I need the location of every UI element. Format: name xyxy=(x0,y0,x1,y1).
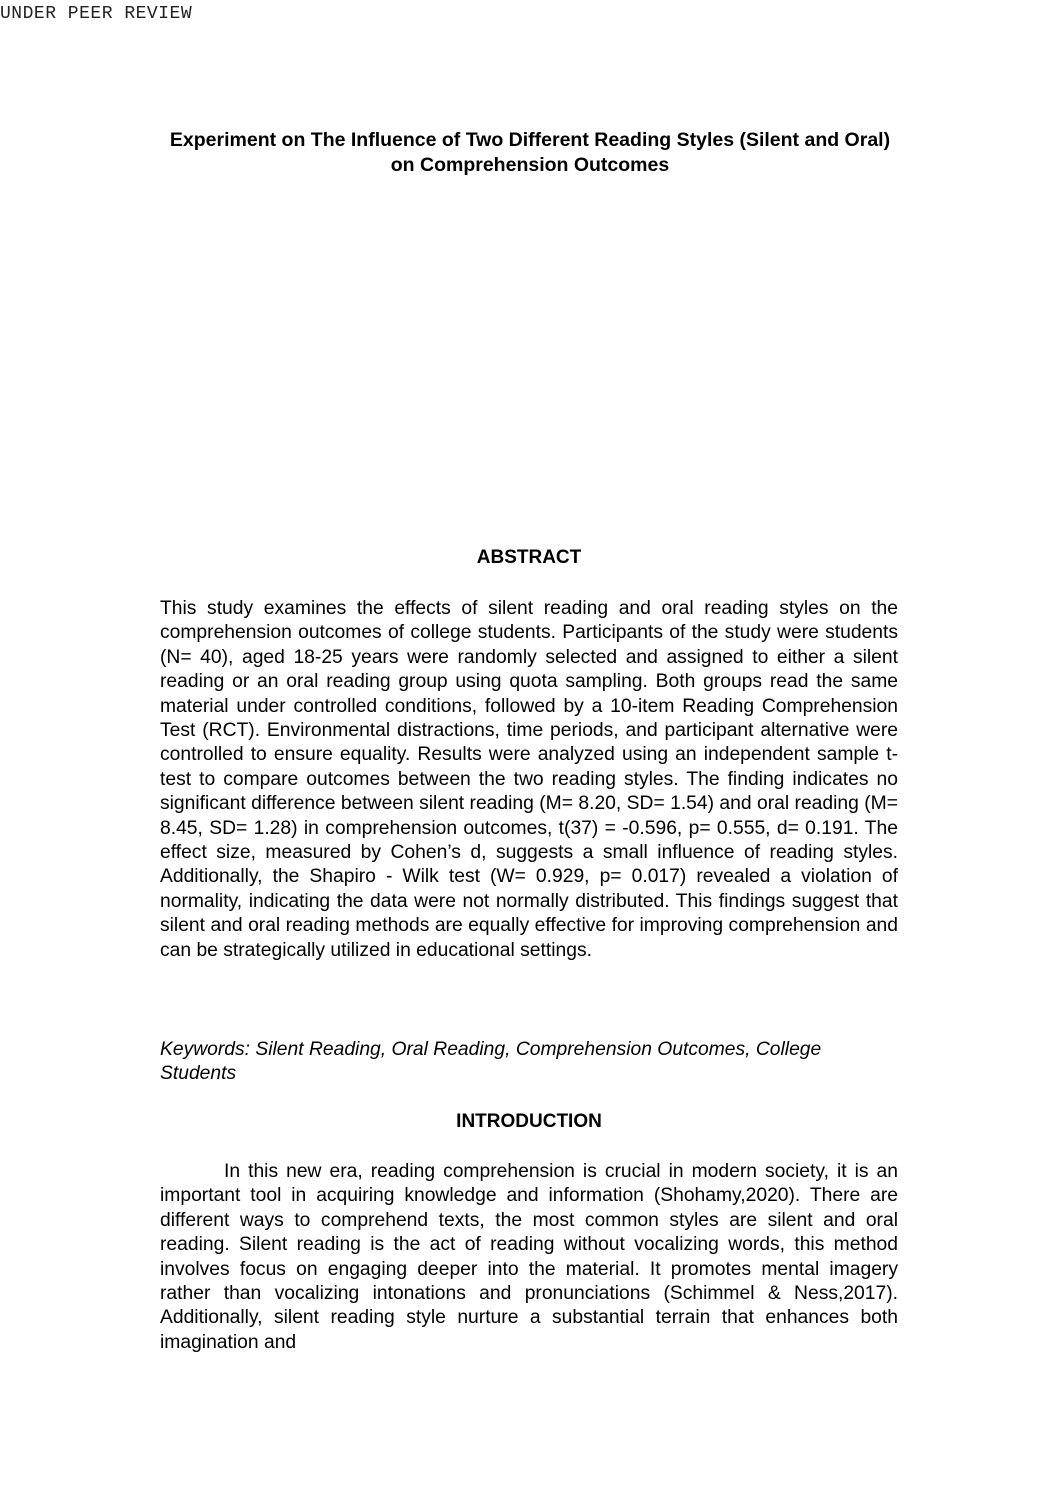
keywords: Keywords: Silent Reading, Oral Reading, Comprehension Outcomes, College Students xyxy=(160,1039,822,1085)
paper-title: Experiment on The Influence of Two Different Reading Styles (Silent and Oral) on Comprehension Outcomes xyxy=(169,129,891,176)
introduction-body: In this new era, reading comprehension is crucial in modern society, it is an important tool in acquiring knowledge and information (Shohamy,2020). There are different ways to comprehend texts, the most common styles are silent and oral reading. Silent reading is the act of reading without vocalizing words, this method involves focus on engaging deeper into the material. It promotes mental imagery rather than vocalizing intonations and pronunciations (Schimmel & Ness,2017). Additionally, silent reading style nurture a substantial terrain that enhances both imagination and xyxy=(160,1161,898,1353)
abstract-heading: ABSTRACT xyxy=(476,547,582,568)
introduction-heading: INTRODUCTION xyxy=(456,1111,602,1132)
peer-review-watermark: UNDER PEER REVIEW xyxy=(0,4,193,24)
abstract-body: This study examines the effects of silent reading and oral reading styles on the comprehension outcomes of college students. Participants of the study were students (N= 40), aged 18-25 years were randomly selected and assigned to either a silent reading or an oral reading group using quota sampling. Both groups read the same material under controlled conditions, followed by a 10-item Reading Comprehension Test (RCT). Environmental distractions, time periods, and participant alternative were controlled to ensure equality. Results were analyzed using an independent sample t-test to compare outcomes between the two reading styles. The finding indicates no significant difference between silent reading (M= 8.20, SD= 1.54) and oral reading (M= 8.45, SD= 1.28) in comprehension outcomes, t(37) = -0.596, p= 0.555, d= 0.191. The effect size, measured by Cohen’s d, suggests a small influence of reading styles. Additionally, the Shapiro - Wilk test (W= 0.929, p= 0.017) revealed a violation of normality, indicating the data were not normally distributed. This findings suggest that silent and oral reading methods are equally effective for improving comprehension and can be strategically utilized in educational settings. xyxy=(160,598,898,961)
